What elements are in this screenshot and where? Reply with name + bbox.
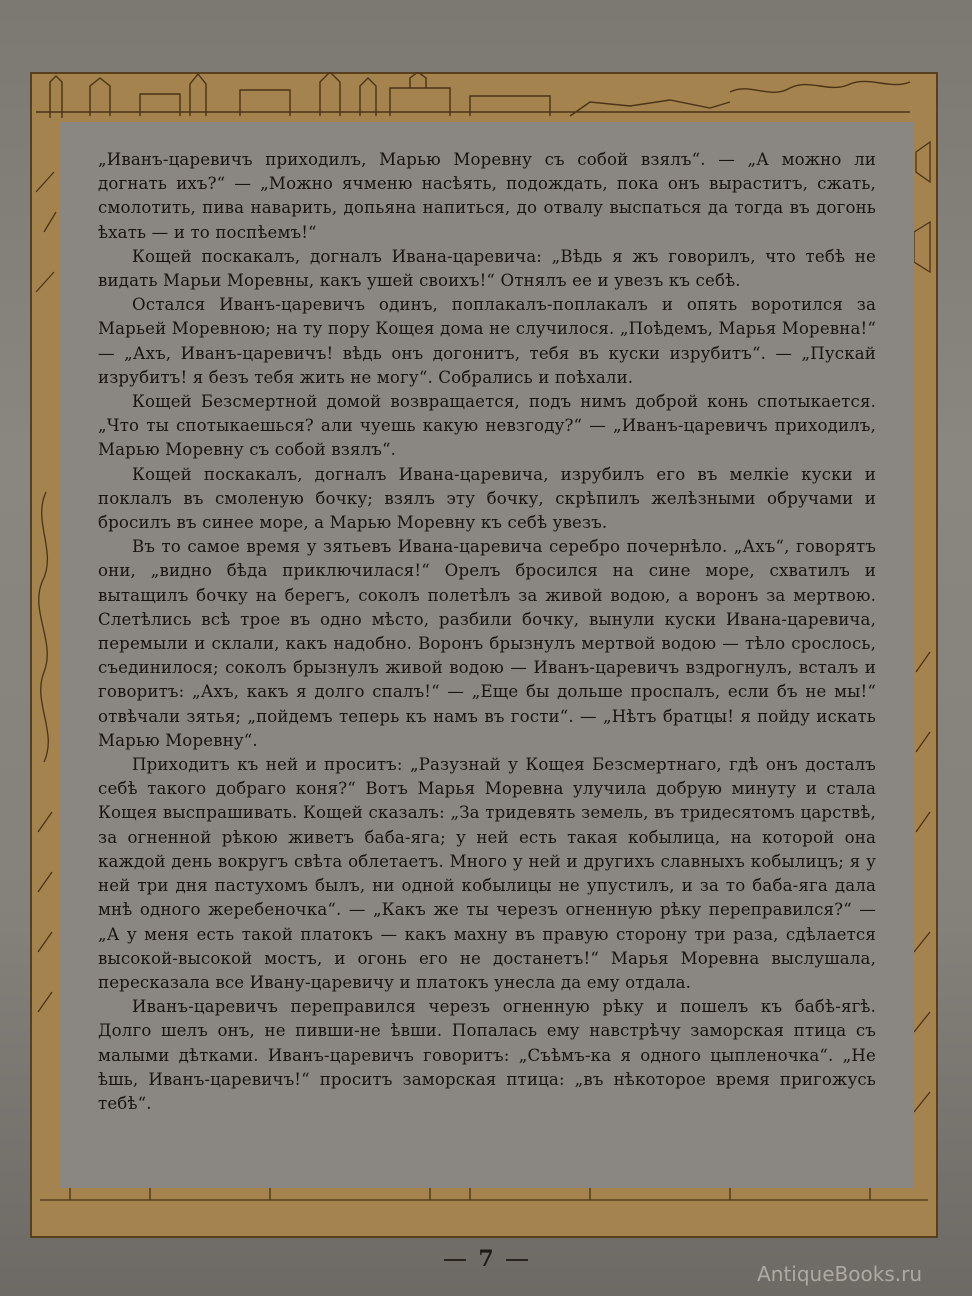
paragraph-3: Остался Иванъ-царевичъ одинъ, поплакалъ-поплакалъ и опять воротился за Марьей Моревною; на ту пору Кощея дома не случилося. „Поѣдемъ, Марья Моревна!“ — „Ахъ, Иванъ-царевичъ! вѣдь онъ догонитъ, тебя въ куски изрубитъ“. — „Пускай изрубитъ! я безъ тебя жить не могу“. Собрались и поѣхали. [98, 295, 876, 387]
paragraph-5: Кощей поскакалъ, догналъ Ивана-царевича, изрубилъ его въ мелкіе куски и поклалъ въ смоленую бочку; взялъ эту бочку, скрѣпилъ желѣзными обручами и бросилъ въ синее море, а Марью Моревну къ себѣ увезъ. [98, 464, 876, 533]
paragraph-7: Приходитъ къ ней и проситъ: „Разузнай у Кощея Безсмертнаго, гдѣ онъ досталъ себѣ такого добраго коня?“ Вотъ Марья Моревна улучила добрую минуту и стала Кощея выспрашивать. Кощей сказалъ: „За тридевять земель, въ тридесятомъ царствѣ, за огненной рѣкою живетъ баба-яга; у ней есть такая кобылица, на которой она каждой день вокругъ свѣта облетаетъ. Много у ней и другихъ славныхъ кобылицъ; я у ней три дня пастухомъ былъ, ни одной кобылицы не упустилъ, и за то баба-яга дала мнѣ одного жеребеночка“. — „Какъ же ты черезъ огненную рѣку переправился?“ — „А у меня есть такой платокъ — какъ махну въ правую сторону три раза, сдѣлается высокой-высокой мостъ, и огонь его не достанетъ!“ Марья Моревна выслушала, пересказала все Ивану-царевичу и платокъ унесла да ему отдала. [98, 755, 876, 992]
page-number-value: 7 [478, 1246, 494, 1272]
paragraph-1: „Иванъ-царевичъ приходилъ, Марью Моревну съ собой взялъ“. — „А можно ли догнать ихъ?“ — „Можно ячменю насѣять, подождать, пока онъ выраститъ, сжать, смолотить, пива наварить, допьяна напиться, до отвалу выспаться да тогда въ догонь ѣхать — и то поспѣемъ!“ [98, 150, 876, 242]
text-panel [60, 122, 914, 1188]
watermark: AntiqueBooks.ru [757, 1262, 922, 1286]
paragraph-2: Кощей поскакалъ, догналъ Ивана-царевича: „Вѣдь я жъ говорилъ, что тебѣ не видать Марьи Моревны, какъ ушей своихъ!“ Отнялъ ее и увезъ къ себѣ. [98, 246, 876, 291]
page-number-dash-right [506, 1259, 528, 1261]
paragraph-8: Иванъ-царевичъ переправился черезъ огненную рѣку и пошелъ къ бабѣ-ягѣ. Долго шелъ онъ, не пивши-не ѣвши. Попалась ему навстрѣчу заморская птица съ малыми дѣтками. Иванъ-царевичъ говоритъ: „Съѣмъ-ка я одного цыпленочка“. „Не ѣшь, Иванъ-царевичъ!“ проситъ заморская птица: „въ нѣкоторое время пригожусь тебѣ“. [98, 997, 876, 1113]
paragraph-6: Въ то самое время у зятьевъ Ивана-царевича серебро почернѣло. „Ахъ“, говорятъ они, „видно бѣда приключилася!“ Орелъ бросился на сине море, схватилъ и вытащилъ бочку на берегъ, соколъ полетѣлъ за живой водою, а воронъ за мертвою. Слетѣлись всѣ трое въ одно мѣсто, разбили бочку, вынули куски Ивана-царевича, перемыли и склали, какъ надобно. Воронъ брызнулъ мертвой водою — тѣло срослось, съединилося; соколъ брызнулъ живой водою — Иванъ-царевичъ вздрогнулъ, всталъ и говоритъ: „Ахъ, какъ я долго спалъ!“ — „Еще бы дольше проспалъ, если бъ не мы!“ отвѣчали зятья; „пойдемъ теперь къ намъ въ гости“. — „Нѣтъ братцы! я пойду искать Марью Моревну“. [98, 537, 876, 750]
page-number-dash-left [444, 1259, 466, 1261]
paragraph-4: Кощей Безсмертной домой возвращается, подъ нимъ доброй конь спотыкается. „Что ты спотыкаешься? али чуешь какую невзгоду?“ — „Иванъ-царевичъ приходилъ, Марью Моревну съ собой взялъ“. [98, 392, 876, 460]
